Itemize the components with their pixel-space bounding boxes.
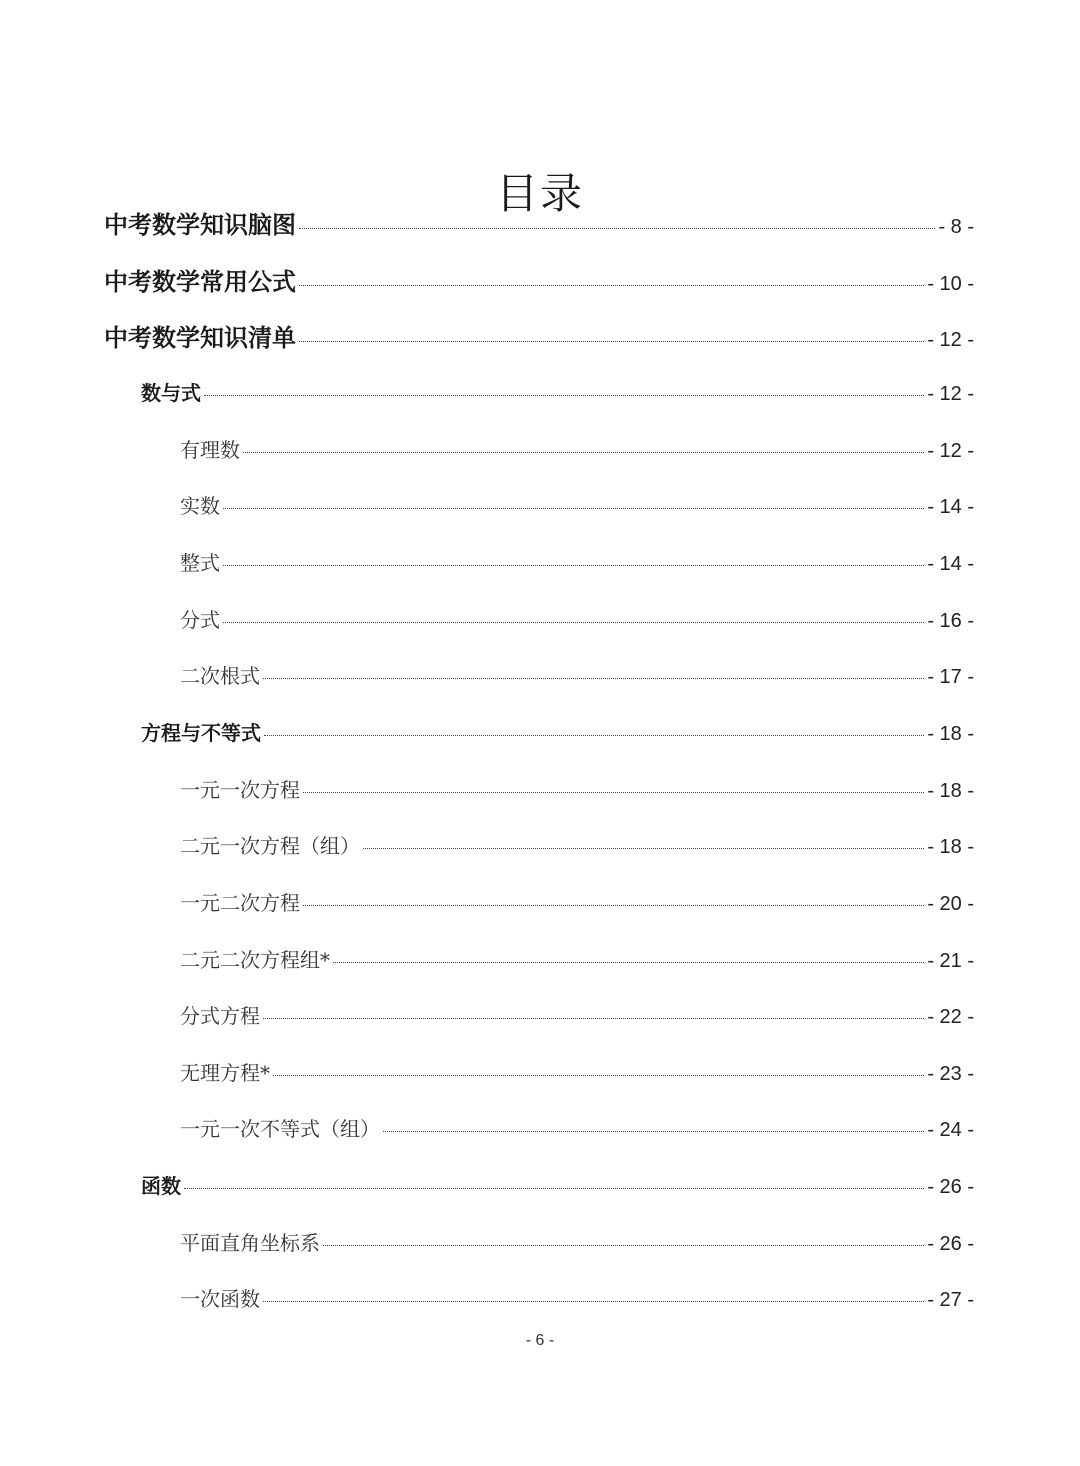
toc-entry[interactable] — [180, 1057, 974, 1086]
toc-entry-label: 有理数 — [180, 438, 240, 462]
toc-entry[interactable] — [141, 717, 974, 746]
toc-entry-page: - 26 - — [927, 1233, 974, 1255]
dot-leader — [383, 1131, 924, 1132]
toc-entry-page: - 24 - — [927, 1119, 974, 1141]
toc-entry[interactable] — [180, 660, 974, 689]
toc-entry[interactable] — [141, 1170, 974, 1199]
toc-entry[interactable] — [180, 774, 974, 803]
dot-leader — [204, 395, 924, 396]
toc-entry-label: 二元一次方程（组） — [180, 834, 360, 858]
toc-entry-page: - 23 - — [927, 1063, 974, 1085]
dot-leader — [303, 792, 924, 793]
toc-entry-page: - 12 - — [927, 383, 974, 405]
dot-leader — [263, 1301, 924, 1302]
toc-entry-page: - 22 - — [927, 1006, 974, 1028]
toc-entry[interactable] — [104, 318, 974, 353]
toc-entry-label: 分式方程 — [180, 1004, 260, 1028]
toc-entry-page: - 18 - — [927, 723, 974, 745]
dot-leader — [299, 341, 924, 342]
toc-entry-label: 分式 — [180, 608, 220, 632]
toc-entry[interactable] — [104, 205, 974, 240]
toc-entry-label: 二次根式 — [180, 664, 260, 688]
dot-leader — [303, 905, 924, 906]
toc-entry-label: 无理方程* — [180, 1061, 270, 1085]
toc-entry-label: 一元一次不等式（组） — [180, 1117, 380, 1141]
toc-entry-page: - 12 - — [927, 440, 974, 462]
toc-entry-page: - 21 - — [927, 950, 974, 972]
dot-leader — [299, 228, 935, 229]
dot-leader — [363, 848, 924, 849]
dot-leader — [263, 1018, 924, 1019]
toc-entry[interactable] — [180, 1000, 974, 1029]
toc-entry-label: 一元二次方程 — [180, 891, 300, 915]
toc-entry-label: 平面直角坐标系 — [180, 1231, 320, 1255]
toc-entry-page: - 26 - — [927, 1176, 974, 1198]
toc-entry[interactable] — [180, 830, 974, 859]
toc-entry-page: - 10 - — [927, 273, 974, 295]
dot-leader — [223, 622, 924, 623]
footer-page-number: - 6 - — [525, 1332, 555, 1349]
toc-entry-label: 方程与不等式 — [141, 721, 261, 745]
toc-entry-page: - 20 - — [927, 893, 974, 915]
toc-entry-label: 二元二次方程组* — [180, 948, 330, 972]
toc-entry-page: - 14 - — [927, 496, 974, 518]
toc-entry-label: 一元一次方程 — [180, 778, 300, 802]
dot-leader — [299, 285, 924, 286]
toc-entry-label: 一次函数 — [180, 1287, 260, 1311]
toc-entry-label: 中考数学知识脑图 — [104, 211, 296, 239]
toc-entry-label: 中考数学常用公式 — [104, 268, 296, 296]
toc-entry-label: 实数 — [180, 494, 220, 518]
toc-entry[interactable] — [180, 490, 974, 519]
toc-entry-page: - 8 - — [938, 216, 974, 238]
dot-leader — [184, 1188, 924, 1189]
toc-entry-page: - 18 - — [927, 780, 974, 802]
toc-entry-page: - 17 - — [927, 666, 974, 688]
toc-entry-label: 数与式 — [141, 381, 201, 405]
toc-entry-label: 整式 — [180, 551, 220, 575]
toc-entry[interactable] — [180, 434, 974, 463]
toc-entry[interactable] — [141, 377, 974, 406]
toc-entry[interactable] — [180, 887, 974, 916]
dot-leader — [323, 1245, 924, 1246]
toc-entry-page: - 14 - — [927, 553, 974, 575]
dot-leader — [223, 565, 924, 566]
page-title: 目录 — [495, 169, 584, 219]
toc-entry[interactable] — [180, 547, 974, 576]
toc-entry-page: - 12 - — [927, 329, 974, 351]
dot-leader — [223, 508, 924, 509]
dot-leader — [273, 1075, 924, 1076]
toc-entry[interactable] — [180, 944, 974, 973]
toc-entry[interactable] — [180, 604, 974, 633]
toc-entry-page: - 27 - — [927, 1289, 974, 1311]
dot-leader — [243, 452, 924, 453]
toc-entry-page: - 18 - — [927, 836, 974, 858]
toc-entry-page: - 16 - — [927, 610, 974, 632]
dot-leader — [264, 735, 924, 736]
toc-entry-label: 函数 — [141, 1174, 181, 1198]
toc-entry[interactable] — [104, 262, 974, 297]
dot-leader — [263, 678, 924, 679]
dot-leader — [333, 962, 924, 963]
toc-entry[interactable] — [180, 1283, 974, 1312]
toc-entry-label: 中考数学知识清单 — [104, 324, 296, 352]
toc-entry[interactable] — [180, 1113, 974, 1142]
toc-entry[interactable] — [180, 1227, 974, 1256]
